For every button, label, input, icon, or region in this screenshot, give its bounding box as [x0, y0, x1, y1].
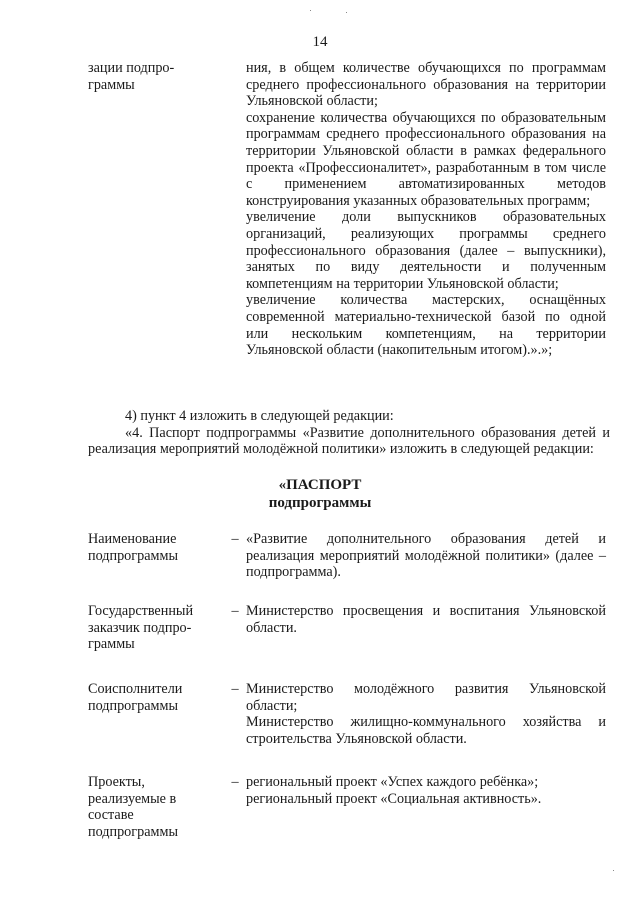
row-label: Соисполнители подпрограммы	[88, 681, 183, 714]
row-label: Государственный заказчик подпро-граммы	[88, 603, 194, 653]
row-label: Проекты, реализуемые в составе подпрограммы	[88, 774, 178, 840]
row-value	[246, 681, 606, 747]
page-number: 14	[312, 34, 328, 50]
continued-paragraph: сохранение количества обучающихся по образовательным программам среднего профессионального образования на территории Ульяновской области в рамках федерального проекта «Профессионалитет», разработанным в том числе с применением автоматизированных методов конструирования указанных образовательных программ;	[246, 109, 606, 209]
passport-title-line2: подпрограммы	[268, 495, 372, 511]
row-value-text: региональный проект «Социальная активность».	[246, 790, 542, 807]
scan-speck	[310, 10, 311, 11]
scan-speck	[613, 870, 614, 871]
row-label: Наименование подпрограммы	[88, 531, 178, 564]
scan-speck	[346, 12, 347, 13]
passport-title-line1: «ПАСПОРТ	[278, 477, 362, 493]
continued-paragraph: увеличение количества мастерских, оснащённых современной материально-технической базой по одной или нескольким компетенциям, на территории Ульяновской области (накопительным итогом).».»;	[246, 292, 606, 359]
row-value	[246, 603, 606, 636]
continued-paragraph: ния, в общем количестве обучающихся по программам среднего профессионального образования на территории Ульяновской области;	[246, 60, 606, 110]
continued-paragraph: увеличение доли выпускников образовательных организаций, реализующих программы среднего профессионального образования (далее – выпускники), занятых по виду деятельности и полученным компетенциям на территории Ульяновской области;	[246, 209, 606, 292]
item-4-instruction	[88, 408, 610, 458]
continued-label: зации подпро- граммы	[88, 60, 175, 93]
row-value-text: Министерство жилищно-коммунального хозяйства и строительства Ульяновской области.	[246, 714, 606, 747]
passport-title	[0, 476, 640, 512]
row-value-text: Министерство просвещения и воспитания Ульяновской области.	[246, 603, 606, 636]
row-value-text: региональный проект «Успех каждого ребёнка»;	[246, 774, 539, 790]
row-value	[246, 774, 606, 807]
item-4-line: 4) пункт 4 изложить в следующей редакции:	[125, 408, 394, 424]
row-value	[246, 531, 606, 581]
row-value-text: «Развитие дополнительного образования детей и реализация мероприятий молодёжной политики» (далее – подпрограмма).	[246, 531, 606, 581]
row-dash: –	[231, 774, 239, 790]
item-4-paragraph: «4. Паспорт подпрограммы «Развитие дополнительного образования детей и реализация мероприятий молодёжной политики» изложить в следующей редакции:	[88, 424, 610, 458]
continued-value	[246, 60, 606, 359]
row-value-text: Министерство молодёжного развития Ульяновской области;	[246, 681, 606, 714]
row-dash: –	[231, 531, 239, 547]
row-dash: –	[231, 681, 239, 697]
row-dash: –	[231, 603, 239, 619]
